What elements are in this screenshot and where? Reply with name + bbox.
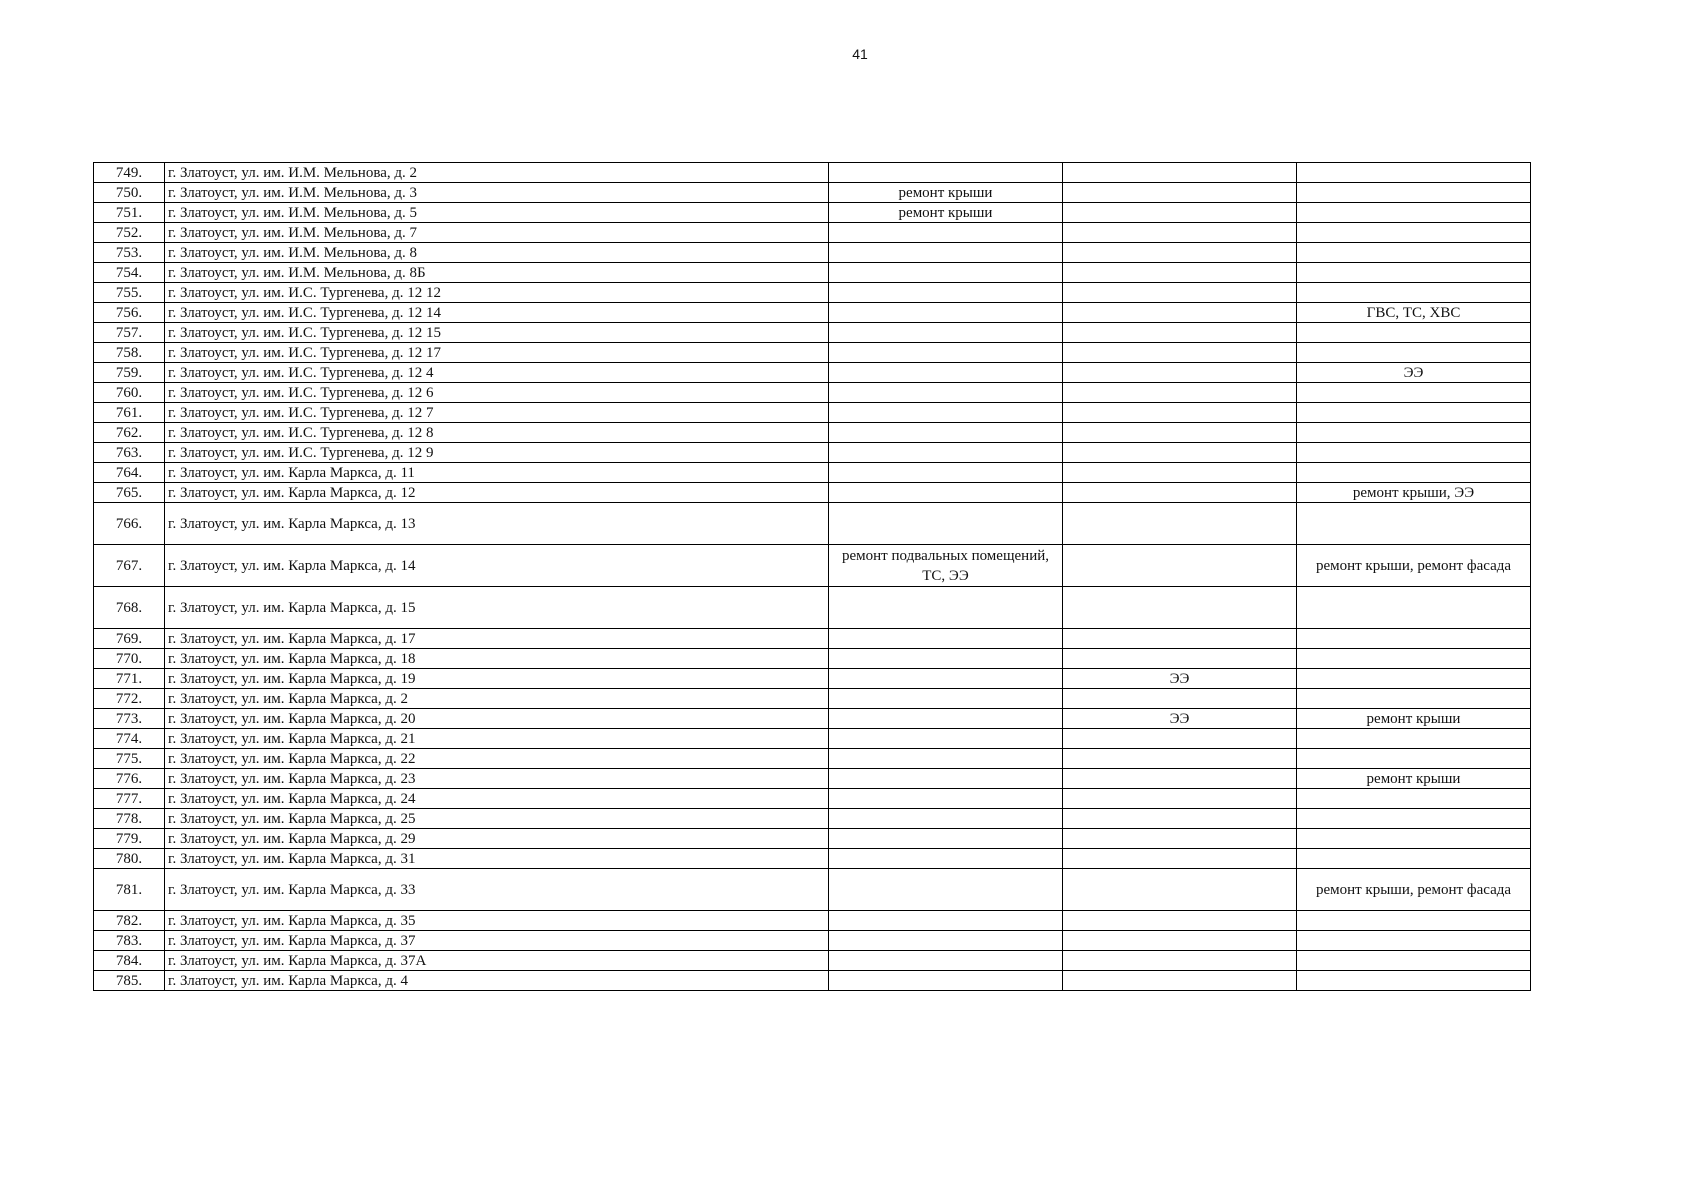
row-address: г. Златоуст, ул. им. И.М. Мельнова, д. 2 <box>165 163 829 183</box>
row-number: 749. <box>94 163 165 183</box>
row-col5: ремонт крыши <box>1297 709 1531 729</box>
row-col4 <box>1063 971 1297 991</box>
row-col4 <box>1063 809 1297 829</box>
row-col4 <box>1063 463 1297 483</box>
row-col3 <box>829 869 1063 911</box>
row-col4 <box>1063 629 1297 649</box>
row-col3 <box>829 749 1063 769</box>
row-address: г. Златоуст, ул. им. И.С. Тургенева, д. 12 14 <box>165 303 829 323</box>
row-address: г. Златоуст, ул. им. И.С. Тургенева, д. 12 17 <box>165 343 829 363</box>
row-col3 <box>829 769 1063 789</box>
row-col5 <box>1297 343 1531 363</box>
row-col4 <box>1063 503 1297 545</box>
row-col4 <box>1063 483 1297 503</box>
row-address: г. Златоуст, ул. им. И.С. Тургенева, д. 12 7 <box>165 403 829 423</box>
row-col3 <box>829 263 1063 283</box>
row-col5: ремонт крыши, ЭЭ <box>1297 483 1531 503</box>
row-col3 <box>829 303 1063 323</box>
table-row <box>94 323 1531 343</box>
table-row <box>94 749 1531 769</box>
table-row <box>94 303 1531 323</box>
row-col5 <box>1297 749 1531 769</box>
row-col4 <box>1063 183 1297 203</box>
row-number: 783. <box>94 931 165 951</box>
row-col5 <box>1297 183 1531 203</box>
row-col4 <box>1063 649 1297 669</box>
row-col4 <box>1063 769 1297 789</box>
row-col5: ГВС, ТС, ХВС <box>1297 303 1531 323</box>
row-col4 <box>1063 911 1297 931</box>
table-row <box>94 729 1531 749</box>
row-number: 772. <box>94 689 165 709</box>
row-number: 753. <box>94 243 165 263</box>
table-row <box>94 363 1531 383</box>
row-col3 <box>829 443 1063 463</box>
row-address: г. Златоуст, ул. им. Карла Маркса, д. 37А <box>165 951 829 971</box>
table-row <box>94 629 1531 649</box>
row-col3 <box>829 649 1063 669</box>
row-address: г. Златоуст, ул. им. Карла Маркса, д. 13 <box>165 503 829 545</box>
row-col5 <box>1297 443 1531 463</box>
table-row <box>94 971 1531 991</box>
row-col4 <box>1063 343 1297 363</box>
table-row <box>94 483 1531 503</box>
table-row <box>94 283 1531 303</box>
row-number: 766. <box>94 503 165 545</box>
row-col3 <box>829 323 1063 343</box>
row-col5 <box>1297 403 1531 423</box>
row-address: г. Златоуст, ул. им. Карла Маркса, д. 29 <box>165 829 829 849</box>
row-number: 777. <box>94 789 165 809</box>
row-number: 774. <box>94 729 165 749</box>
row-address: г. Златоуст, ул. им. И.С. Тургенева, д. 12 12 <box>165 283 829 303</box>
row-number: 762. <box>94 423 165 443</box>
row-col5 <box>1297 729 1531 749</box>
row-col5 <box>1297 951 1531 971</box>
row-col4 <box>1063 163 1297 183</box>
row-col3 <box>829 849 1063 869</box>
row-col5 <box>1297 829 1531 849</box>
row-address: г. Златоуст, ул. им. Карла Маркса, д. 37 <box>165 931 829 951</box>
table-row <box>94 545 1531 587</box>
row-col5 <box>1297 587 1531 629</box>
row-col5 <box>1297 931 1531 951</box>
row-col3 <box>829 951 1063 971</box>
row-number: 782. <box>94 911 165 931</box>
row-col4 <box>1063 869 1297 911</box>
row-address: г. Златоуст, ул. им. Карла Маркса, д. 35 <box>165 911 829 931</box>
table-row <box>94 689 1531 709</box>
row-col4 <box>1063 423 1297 443</box>
row-number: 767. <box>94 545 165 587</box>
row-number: 758. <box>94 343 165 363</box>
row-col3 <box>829 629 1063 649</box>
row-address: г. Златоуст, ул. им. Карла Маркса, д. 25 <box>165 809 829 829</box>
row-col4 <box>1063 443 1297 463</box>
row-col5 <box>1297 383 1531 403</box>
row-col4 <box>1063 829 1297 849</box>
row-col4 <box>1063 545 1297 587</box>
row-number: 768. <box>94 587 165 629</box>
row-number: 771. <box>94 669 165 689</box>
table-row <box>94 223 1531 243</box>
table-row <box>94 503 1531 545</box>
row-col3 <box>829 669 1063 689</box>
table-row <box>94 769 1531 789</box>
row-col3 <box>829 243 1063 263</box>
row-number: 754. <box>94 263 165 283</box>
row-col5 <box>1297 971 1531 991</box>
row-col3: ремонт подвальных помещений, ТС, ЭЭ <box>829 545 1063 587</box>
row-col4 <box>1063 729 1297 749</box>
row-col3 <box>829 911 1063 931</box>
table-body <box>94 163 1531 991</box>
table-row <box>94 849 1531 869</box>
row-col4 <box>1063 263 1297 283</box>
row-col5 <box>1297 689 1531 709</box>
table-row <box>94 163 1531 183</box>
row-col3 <box>829 729 1063 749</box>
row-col5 <box>1297 669 1531 689</box>
row-col3 <box>829 223 1063 243</box>
table-row <box>94 463 1531 483</box>
row-address: г. Златоуст, ул. им. И.С. Тургенева, д. 12 9 <box>165 443 829 463</box>
row-col4 <box>1063 403 1297 423</box>
row-address: г. Златоуст, ул. им. И.М. Мельнова, д. 7 <box>165 223 829 243</box>
table-row <box>94 809 1531 829</box>
row-col5 <box>1297 911 1531 931</box>
row-address: г. Златоуст, ул. им. И.С. Тургенева, д. 12 4 <box>165 363 829 383</box>
page-number: 41 <box>852 46 868 62</box>
row-col5 <box>1297 503 1531 545</box>
table-row <box>94 649 1531 669</box>
row-address: г. Златоуст, ул. им. Карла Маркса, д. 18 <box>165 649 829 669</box>
row-col4 <box>1063 223 1297 243</box>
row-address: г. Златоуст, ул. им. Карла Маркса, д. 14 <box>165 545 829 587</box>
address-table <box>93 162 1531 991</box>
row-number: 778. <box>94 809 165 829</box>
row-address: г. Златоуст, ул. им. И.С. Тургенева, д. 12 8 <box>165 423 829 443</box>
table-row <box>94 951 1531 971</box>
row-address: г. Златоуст, ул. им. Карла Маркса, д. 11 <box>165 463 829 483</box>
row-col4 <box>1063 303 1297 323</box>
row-col3 <box>829 587 1063 629</box>
row-col3 <box>829 809 1063 829</box>
table-row <box>94 183 1531 203</box>
table-row <box>94 443 1531 463</box>
row-col3 <box>829 283 1063 303</box>
table-row <box>94 343 1531 363</box>
row-number: 769. <box>94 629 165 649</box>
row-address: г. Златоуст, ул. им. Карла Маркса, д. 24 <box>165 789 829 809</box>
row-address: г. Златоуст, ул. им. Карла Маркса, д. 20 <box>165 709 829 729</box>
row-col5: ремонт крыши, ремонт фасада <box>1297 869 1531 911</box>
table-row <box>94 869 1531 911</box>
row-col5: ЭЭ <box>1297 363 1531 383</box>
table-row <box>94 789 1531 809</box>
row-col4 <box>1063 363 1297 383</box>
row-col3 <box>829 709 1063 729</box>
table-row <box>94 587 1531 629</box>
row-address: г. Златоуст, ул. им. И.С. Тургенева, д. 12 6 <box>165 383 829 403</box>
row-col5: ремонт крыши <box>1297 769 1531 789</box>
row-col3 <box>829 463 1063 483</box>
row-col5 <box>1297 463 1531 483</box>
row-address: г. Златоуст, ул. им. И.С. Тургенева, д. 12 15 <box>165 323 829 343</box>
row-col3 <box>829 931 1063 951</box>
table-row <box>94 203 1531 223</box>
row-number: 773. <box>94 709 165 729</box>
row-col4: ЭЭ <box>1063 709 1297 729</box>
row-col5 <box>1297 203 1531 223</box>
row-number: 770. <box>94 649 165 669</box>
row-number: 785. <box>94 971 165 991</box>
row-col5 <box>1297 629 1531 649</box>
row-number: 750. <box>94 183 165 203</box>
table-row <box>94 829 1531 849</box>
row-col4 <box>1063 849 1297 869</box>
row-address: г. Златоуст, ул. им. Карла Маркса, д. 4 <box>165 971 829 991</box>
row-col5 <box>1297 649 1531 669</box>
row-col3 <box>829 503 1063 545</box>
row-address: г. Златоуст, ул. им. Карла Маркса, д. 31 <box>165 849 829 869</box>
row-number: 760. <box>94 383 165 403</box>
row-col4 <box>1063 749 1297 769</box>
row-number: 761. <box>94 403 165 423</box>
row-col3: ремонт крыши <box>829 183 1063 203</box>
row-col3 <box>829 483 1063 503</box>
row-col3: ремонт крыши <box>829 203 1063 223</box>
row-number: 755. <box>94 283 165 303</box>
row-number: 775. <box>94 749 165 769</box>
row-col4 <box>1063 587 1297 629</box>
table-row <box>94 383 1531 403</box>
row-address: г. Златоуст, ул. им. Карла Маркса, д. 19 <box>165 669 829 689</box>
row-number: 752. <box>94 223 165 243</box>
row-number: 776. <box>94 769 165 789</box>
row-number: 765. <box>94 483 165 503</box>
row-col4 <box>1063 951 1297 971</box>
row-col3 <box>829 163 1063 183</box>
row-col4 <box>1063 203 1297 223</box>
row-col5 <box>1297 423 1531 443</box>
row-number: 759. <box>94 363 165 383</box>
row-col3 <box>829 403 1063 423</box>
row-col3 <box>829 363 1063 383</box>
table-row <box>94 243 1531 263</box>
table-row <box>94 931 1531 951</box>
row-number: 784. <box>94 951 165 971</box>
row-col3 <box>829 789 1063 809</box>
row-col3 <box>829 689 1063 709</box>
row-address: г. Златоуст, ул. им. И.М. Мельнова, д. 3 <box>165 183 829 203</box>
row-address: г. Златоуст, ул. им. И.М. Мельнова, д. 8 <box>165 243 829 263</box>
row-col5 <box>1297 323 1531 343</box>
row-number: 764. <box>94 463 165 483</box>
table-row <box>94 423 1531 443</box>
table-row <box>94 263 1531 283</box>
table-row <box>94 403 1531 423</box>
row-col4 <box>1063 323 1297 343</box>
row-address: г. Златоуст, ул. им. Карла Маркса, д. 17 <box>165 629 829 649</box>
row-col4 <box>1063 789 1297 809</box>
row-col3 <box>829 343 1063 363</box>
row-number: 780. <box>94 849 165 869</box>
row-col4 <box>1063 243 1297 263</box>
row-col3 <box>829 423 1063 443</box>
row-address: г. Златоуст, ул. им. Карла Маркса, д. 21 <box>165 729 829 749</box>
row-number: 751. <box>94 203 165 223</box>
row-col5 <box>1297 223 1531 243</box>
table-row <box>94 911 1531 931</box>
table-row <box>94 669 1531 689</box>
row-col5 <box>1297 243 1531 263</box>
row-address: г. Златоуст, ул. им. Карла Маркса, д. 12 <box>165 483 829 503</box>
row-address: г. Златоуст, ул. им. Карла Маркса, д. 2 <box>165 689 829 709</box>
row-col3 <box>829 971 1063 991</box>
row-col5 <box>1297 849 1531 869</box>
row-number: 763. <box>94 443 165 463</box>
row-number: 756. <box>94 303 165 323</box>
row-address: г. Златоуст, ул. им. Карла Маркса, д. 15 <box>165 587 829 629</box>
row-col5 <box>1297 809 1531 829</box>
row-col5 <box>1297 789 1531 809</box>
row-address: г. Златоуст, ул. им. Карла Маркса, д. 23 <box>165 769 829 789</box>
row-col4 <box>1063 383 1297 403</box>
row-col5: ремонт крыши, ремонт фасада <box>1297 545 1531 587</box>
row-col4 <box>1063 931 1297 951</box>
row-col5 <box>1297 163 1531 183</box>
row-address: г. Златоуст, ул. им. Карла Маркса, д. 22 <box>165 749 829 769</box>
row-col4 <box>1063 283 1297 303</box>
row-col4 <box>1063 689 1297 709</box>
row-col3 <box>829 829 1063 849</box>
row-number: 779. <box>94 829 165 849</box>
row-address: г. Златоуст, ул. им. И.М. Мельнова, д. 5 <box>165 203 829 223</box>
row-address: г. Златоуст, ул. им. И.М. Мельнова, д. 8Б <box>165 263 829 283</box>
row-number: 781. <box>94 869 165 911</box>
row-number: 757. <box>94 323 165 343</box>
table-row <box>94 709 1531 729</box>
row-col3 <box>829 383 1063 403</box>
row-col5 <box>1297 263 1531 283</box>
row-col5 <box>1297 283 1531 303</box>
row-address: г. Златоуст, ул. им. Карла Маркса, д. 33 <box>165 869 829 911</box>
row-col4: ЭЭ <box>1063 669 1297 689</box>
